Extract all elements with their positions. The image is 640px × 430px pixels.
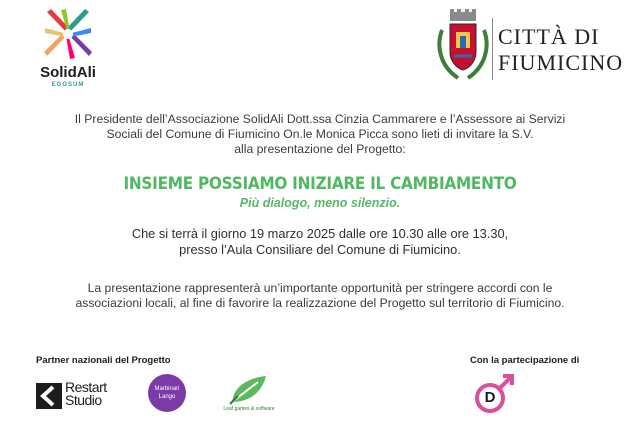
restart-line1: Restart — [65, 379, 107, 395]
project-subtitle: Più dialogo, meno silenzio. — [239, 196, 401, 210]
leaf-caption: Leaf games & software — [223, 406, 275, 412]
restart-studio-logo — [36, 381, 122, 411]
solidali-hands-icon — [41, 6, 95, 62]
logo-divider — [492, 18, 493, 80]
closing-line: La presentazione rappresenterà un’importante opportunità per stringere accordi con le — [87, 281, 553, 295]
invitation-intro — [0, 112, 640, 157]
venue-line: presso l’Aula Consiliare del Comune di Fiumicino. — [179, 242, 461, 257]
leaf-icon — [228, 374, 268, 406]
restart-line2: Studio — [65, 392, 102, 408]
city-name-line2: FIUMICINO — [498, 50, 624, 75]
marbinari-logo — [148, 374, 186, 412]
leaf-games-logo — [218, 374, 280, 416]
project-title: INSIEME POSSIAMO INIZIARE IL CAMBIAMENTO — [123, 174, 517, 194]
marbinari-line2: Lango — [158, 394, 176, 400]
participation-d-logo — [474, 372, 514, 414]
marbinari-line1: Marbinari — [154, 386, 180, 392]
participation-label: Con la partecipazione di — [470, 355, 580, 366]
city-name-line1: CITTÀ DI — [498, 24, 600, 49]
city-crest-icon — [436, 8, 490, 84]
closing-line: associazioni locali, al fine di favorire la realizzazione del Progetto sul territorio di Fiumicino. — [75, 296, 565, 310]
solidali-logo — [28, 6, 108, 90]
org-name: SolidAli — [40, 64, 96, 81]
intro-line: alla presentazione del Progetto: — [234, 142, 406, 156]
date-line: Che si terrà il giorno 19 marzo 2025 dalle ore 10.30 alle ore 13.30, — [131, 226, 509, 241]
intro-line: Il Presidente dell’Associazione SolidAli Dott.ssa Cinzia Cammarere e l’Assessore ai Servizi — [74, 112, 566, 126]
city-logo — [436, 8, 626, 84]
d-letter: D — [484, 389, 496, 406]
org-subtitle: EGOSUM — [51, 82, 85, 88]
intro-line: Sociali del Comune di Fiumicino On.le Monica Picca sono lieti di invitare la S.V. — [106, 127, 534, 141]
closing-paragraph — [0, 281, 640, 311]
event-date-info — [0, 226, 640, 258]
partners-label: Partner nazionali del Progetto — [36, 355, 171, 366]
restart-k-icon — [36, 383, 62, 409]
